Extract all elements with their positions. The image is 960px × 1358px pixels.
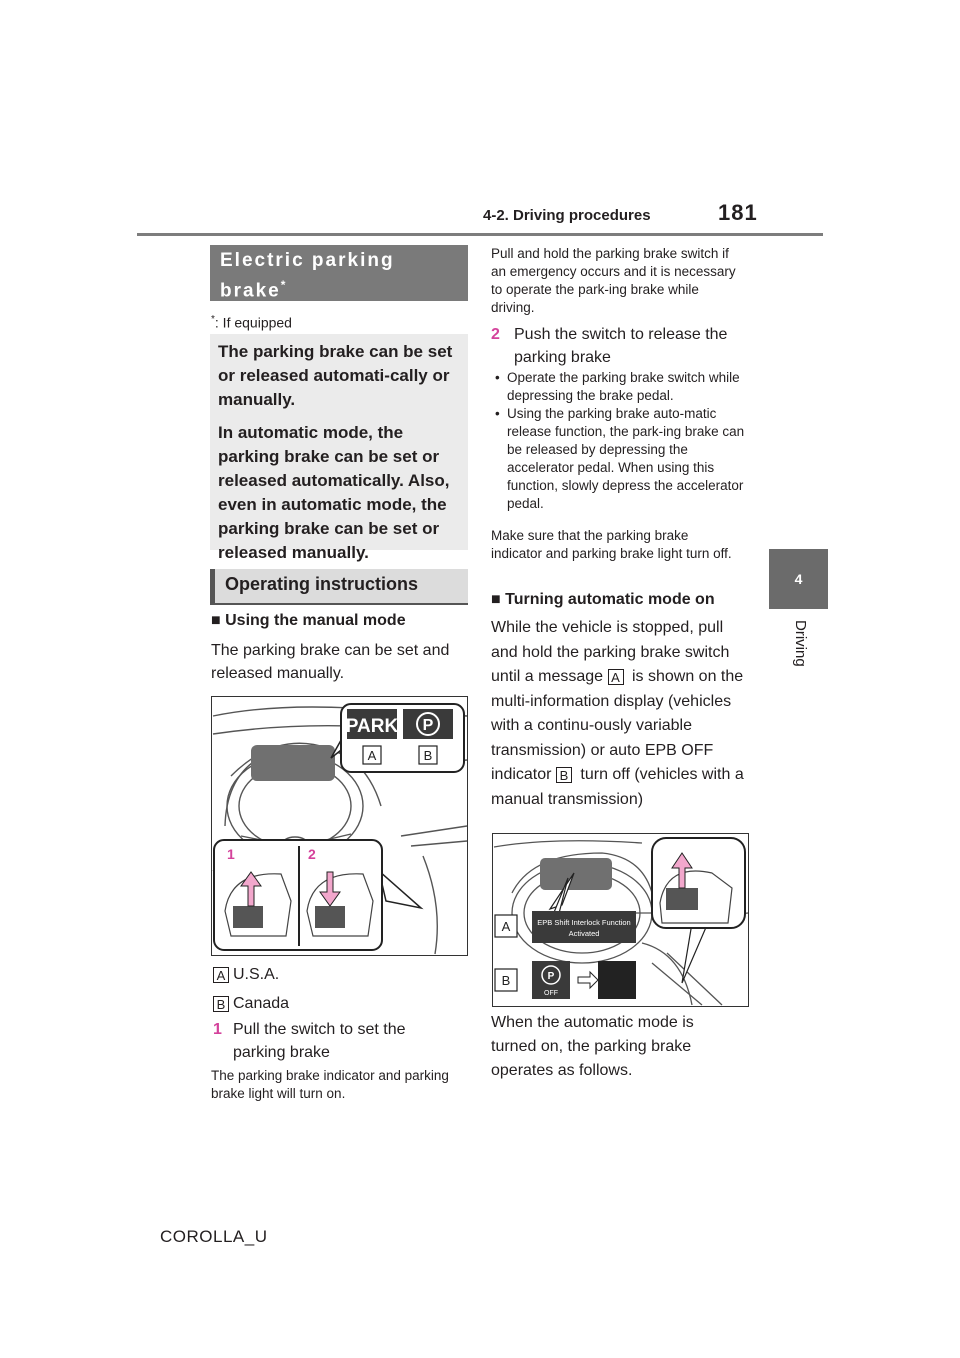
footer-model: COROLLA_U: [160, 1227, 268, 1246]
legend-text-b: Canada: [233, 995, 290, 1012]
epb-off-label: OFF: [544, 990, 558, 997]
section-heading: [210, 245, 468, 301]
epb-p-symbol: P: [547, 971, 555, 982]
emergency-note: Pull and hold the parking brake switch if an emergency occurs and it is necessary to operate the park-ing brake while driving.: [491, 246, 736, 315]
legend-text-a: U.S.A.: [233, 966, 280, 983]
step-2-note: Make sure that the parking brake indicator and parking brake light turn off.: [491, 528, 732, 561]
auto-mode-after-text: When the automatic mode is turned on, the parking brake operates as follows.: [491, 1014, 694, 1079]
heading-text: Turning automatic mode on: [505, 591, 715, 608]
operating-instructions-heading: Operating instructions: [210, 569, 468, 605]
legend-key-b: B: [213, 996, 229, 1012]
heading-text: Using the manual mode: [225, 612, 406, 629]
chapter-label: Driving: [792, 620, 809, 667]
page-number: 181: [718, 200, 758, 225]
switch: [666, 888, 698, 910]
switch-1: [233, 906, 263, 928]
step-1: [213, 1018, 463, 1061]
step-2-bullets: [493, 369, 752, 513]
step-1-label: 1: [227, 846, 235, 862]
park-display-text: PARK: [345, 716, 399, 737]
step-2-bullet-2: • Using the parking brake auto-matic release function, the park-ing brake can be released by depressing the accelerator pedal. When using this function, slowly depress the accelerator pedal.: [507, 405, 752, 513]
inline-key-a: A: [608, 669, 624, 685]
intro-paragraph-2: In automatic mode, the parking brake can be set or released automatically. Also, even in automatic mode, the parking brake can be set or released manually.: [218, 423, 450, 562]
manual-mode-heading: [211, 612, 406, 630]
figure-label-a: A: [501, 919, 511, 934]
chapter-tab: 4: [769, 549, 828, 609]
switch-2: [315, 906, 345, 928]
figure-label-b: B: [423, 748, 433, 763]
message-line-2: Activated: [568, 929, 600, 938]
step-1-number: 1: [213, 1021, 222, 1038]
auto-mode-text-2: is shown on the multi-information display (vehicles with a continu-ously variable transmission) or auto EPB OFF indicator: [491, 668, 744, 783]
indicator-off-display: [598, 961, 636, 999]
legend-key-a: A: [213, 967, 229, 983]
step-2-number: 2: [491, 326, 500, 343]
auto-mode-text-3: turn off (vehicles with a manual transmission): [491, 766, 744, 808]
instrument-cluster: [540, 858, 612, 890]
legend-canada: [213, 992, 289, 1015]
intro-paragraph-1: The parking brake can be set or released automati-cally or manually.: [218, 342, 453, 409]
step-2-bullet-1: • Operate the parking brake switch while depressing the brake pedal.: [507, 369, 752, 405]
equipment-note-mark: *: [211, 314, 215, 325]
message-line-1: EPB Shift Interlock Function: [537, 918, 631, 927]
instrument-cluster: [251, 745, 335, 781]
step-2-label: 2: [308, 846, 316, 862]
intro-box: [210, 334, 468, 562]
equipment-note-text: : If equipped: [214, 314, 292, 331]
step-2-text: Push the switch to release the parking brake: [514, 326, 728, 366]
figure-label-b: B: [501, 973, 511, 988]
heading-marker: ■: [211, 612, 221, 629]
figure-label-a: A: [367, 748, 377, 763]
auto-mode-heading: [491, 591, 715, 609]
auto-mode-figure: [492, 833, 749, 1007]
heading-marker: ■: [491, 591, 501, 608]
p-display-text: P: [422, 717, 434, 734]
legend-usa: [213, 963, 279, 986]
auto-mode-text-1: While the vehicle is stopped, pull and hold the parking brake switch until a message: [491, 619, 730, 685]
inline-key-b: B: [556, 767, 572, 783]
step-1-text: Pull the switch to set the parking brake: [233, 1021, 406, 1061]
step-1-note: The parking brake indicator and parking brake light will turn on.: [211, 1068, 449, 1101]
manual-mode-figure: [211, 696, 468, 956]
section-title: 4-2. Driving procedures: [483, 207, 651, 224]
message-display: [532, 911, 636, 943]
equipment-note: [211, 314, 292, 331]
step-2: [491, 323, 741, 366]
header-rule: [137, 233, 823, 236]
switch-callout: [652, 838, 745, 928]
manual-mode-text: The parking brake can be set and released manually.: [211, 642, 450, 682]
section-heading-text: Electric parking brake: [220, 250, 395, 302]
footnote-mark: *: [280, 278, 288, 292]
auto-mode-text: [491, 616, 746, 812]
